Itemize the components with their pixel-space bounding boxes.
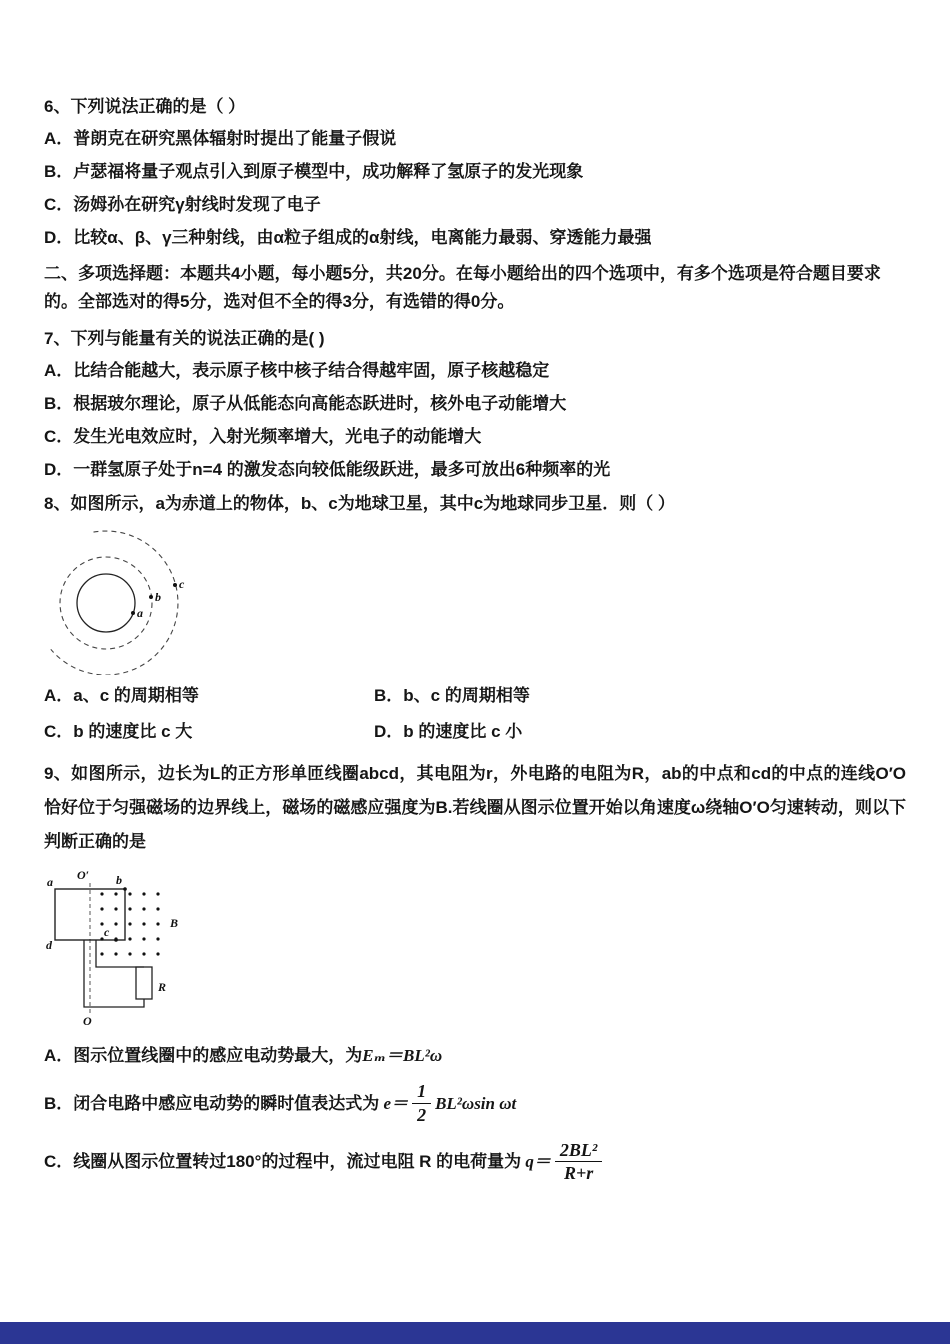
label-o: O <box>83 1014 92 1029</box>
corner-b-dot <box>123 887 127 891</box>
option-a-text: A．图示位置线圈中的感应电动势最大，为 <box>44 1046 363 1066</box>
question-7 <box>44 328 906 481</box>
fraction-denominator: R+r <box>563 1163 594 1184</box>
question-6 <box>44 96 906 249</box>
orbit-b-circle <box>60 557 152 649</box>
question-8-option-d: D．b 的速度比 c 小 <box>374 722 523 742</box>
satellite-orbit-figure <box>46 525 231 675</box>
fraction-numerator: 1 <box>412 1081 431 1104</box>
option-a-formula: Eₘ＝BL²ω <box>362 1046 443 1066</box>
option-c-text: C．线圈从图示位置转过180°的过程中，流过电阻 R 的电荷量为 <box>44 1151 522 1171</box>
fraction-numerator: 2BL² <box>555 1140 602 1163</box>
coil-magnetic-field-figure <box>46 867 226 1029</box>
label-a: a <box>47 875 53 890</box>
question-9-option-c <box>44 1140 906 1184</box>
label-field-b: B <box>170 916 179 931</box>
question-7-option-a: A．比结合能越大，表示原子核中核子结合得越牢固，原子核越稳定 <box>44 360 550 380</box>
question-8-option-a: A．a、c 的周期相等 <box>44 686 199 706</box>
option-b-fraction <box>412 1081 431 1125</box>
question-9 <box>44 757 906 1184</box>
question-7-option-c: C．发生光电效应时，入射光频率增大，光电子的动能增大 <box>44 426 482 446</box>
option-c-fraction <box>555 1140 602 1184</box>
label-c: c <box>104 925 110 940</box>
option-b-text: B．闭合电路中感应电动势的瞬时值表达式为 <box>44 1093 380 1113</box>
satellite-b-dot <box>149 595 153 599</box>
option-b-formula-lhs: e＝ <box>379 1093 409 1113</box>
circuit-wire-left <box>84 940 144 1007</box>
question-8-option-b: B．b、c 的周期相等 <box>374 686 530 706</box>
label-b: b <box>116 873 122 888</box>
question-9-option-b <box>44 1081 906 1125</box>
option-b-formula-rhs: BL²ωsin ωt <box>435 1093 517 1113</box>
label-a: a <box>137 606 143 621</box>
label-c: c <box>179 577 185 592</box>
question-6-option-b: B．卢瑟福将量子观点引入到原子模型中，成功解释了氢原子的发光现象 <box>44 162 584 182</box>
satellite-c-dot <box>173 583 177 587</box>
earth-circle <box>77 574 135 632</box>
label-r: R <box>158 980 167 995</box>
question-9-stem: 9、如图所示，边长为L的正方形单匝线圈abcd，其电阻为r，外电路的电阻为R，ab的中点和cd的中点的连线O′O恰好位于匀强磁场的边界线上，磁场的磁感应强度为B.若线圈从图示位置开始以角速度ω绕轴O′O匀速转动，则以下判断正确的是 <box>44 764 906 852</box>
option-c-formula-lhs: q＝ <box>521 1151 551 1171</box>
question-8 <box>44 493 906 743</box>
fraction-denominator: 2 <box>417 1105 427 1126</box>
question-6-option-c: C．汤姆孙在研究γ射线时发现了电子 <box>44 195 321 215</box>
field-dots <box>100 893 159 956</box>
label-o-prime: O′ <box>77 868 90 883</box>
question-7-stem: 7、下列与能量有关的说法正确的是( ) <box>44 328 325 348</box>
question-6-option-d: D．比较α、β、γ三种射线，由α粒子组成的α射线，电离能力最弱、穿透能力最强 <box>44 228 652 248</box>
section-2-header: 二、多项选择题：本题共4小题，每小题5分，共20分。在每小题给出的四个选项中，有多个选项是符合题目要求的。全部选对的得5分，选对但不全的得3分，有选错的得0分。 <box>44 264 881 311</box>
label-d: d <box>46 938 52 953</box>
question-8-options <box>44 685 906 743</box>
question-9-option-a <box>44 1045 906 1067</box>
question-6-option-a: A．普朗克在研究黑体辐射时提出了能量子假说 <box>44 129 397 149</box>
label-b: b <box>155 590 161 605</box>
object-a-dot <box>131 611 135 615</box>
question-7-option-d: D．一群氢原子处于n=4 的激发态向较低能级跃进，最多可放出6种频率的光 <box>44 459 611 479</box>
footer-bar <box>0 1322 950 1344</box>
resistor-box <box>136 967 152 999</box>
question-8-stem: 8、如图所示，a为赤道上的物体，b、c为地球卫星，其中c为地球同步卫星．则（ ） <box>44 494 675 513</box>
question-7-option-b: B．根据玻尔理论，原子从低能态向高能态跃进时，核外电子动能增大 <box>44 393 567 413</box>
question-8-option-c: C．b 的速度比 c 大 <box>44 722 193 742</box>
question-6-stem: 6、下列说法正确的是（ ） <box>44 97 246 116</box>
